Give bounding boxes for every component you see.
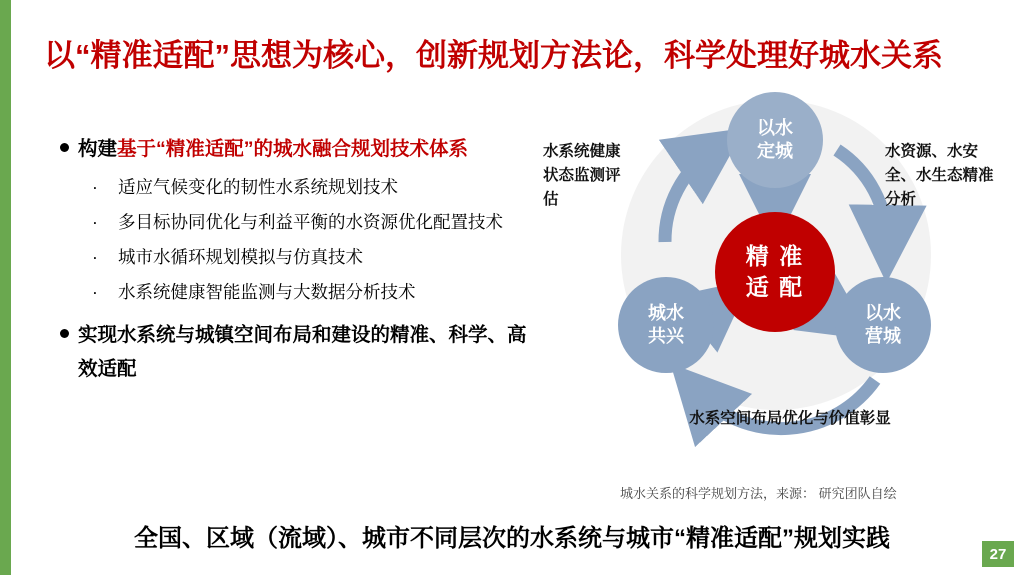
bottom-statement: 全国、区域（流域）、城市不同层次的水系统与城市“精准适配”规划实践 — [134, 525, 890, 552]
list-item-label: 适应气候变化的韧性水系统规划技术 — [118, 177, 398, 197]
diagram-node-left-line2: 共兴 — [648, 326, 684, 346]
bullet-level1-2-lead: 实现水系统与城镇空间布局和建设的精准、科学、高效适配 — [78, 324, 527, 380]
diagram-label-top-right: 水资源、水安全、水生态精准分析 — [885, 143, 994, 208]
cycle-diagram — [545, 92, 1015, 492]
list-item — [60, 172, 530, 203]
bullet-dot-icon — [60, 329, 69, 338]
diagram-node-left — [618, 277, 714, 373]
list-item-label: 水系统健康智能监测与大数据分析技术 — [118, 282, 416, 302]
bullet-dot-icon — [60, 143, 69, 152]
page-number-badge: 27 — [982, 541, 1014, 567]
diagram-node-left-line1: 城水 — [648, 303, 684, 323]
bullet-level1-1 — [60, 132, 530, 166]
diagram-node-right — [835, 277, 931, 373]
dash-icon: · — [92, 212, 98, 232]
diagram-node-top — [727, 92, 823, 188]
list-item-label: 多目标协同优化与利益平衡的水资源优化配置技术 — [118, 212, 503, 232]
diagram-label-top-left: 水系统健康状态监测评估 — [543, 143, 621, 208]
list-item — [60, 242, 530, 273]
diagram-label-bottom: 水系空间布局优化与价值彰显 — [689, 410, 891, 427]
left-accent-bar — [0, 0, 11, 575]
dash-icon: · — [92, 282, 98, 302]
diagram-node-top-line2: 定城 — [757, 141, 793, 161]
sub-list-1 — [60, 172, 530, 308]
bullet-level1-1-lead: 构建 — [78, 138, 118, 160]
page-title: 以“精准适配”思想为核心，创新规划方法论，科学处理好城水关系 — [44, 38, 943, 73]
list-item-label: 城市水循环规划模拟与仿真技术 — [118, 247, 363, 267]
diagram-center-line2: 适 配 — [745, 274, 805, 300]
list-item — [60, 207, 530, 238]
diagram-node-right-line2: 营城 — [865, 326, 901, 346]
bullet-level1-1-highlight: 基于“精准适配”的城水融合规划技术体系 — [117, 138, 469, 160]
diagram-center-line1: 精 准 — [745, 243, 805, 269]
diagram-node-right-line1: 以水 — [865, 303, 901, 323]
bullet-level1-2 — [60, 318, 530, 386]
left-accent-bar-inner — [11, 0, 15, 575]
content-column-left — [60, 132, 530, 392]
diagram-node-center — [715, 212, 835, 332]
figure-caption: 城水关系的科学规划方法，来源： 研究团队自绘 — [620, 486, 897, 501]
diagram-node-top-line1: 以水 — [757, 118, 793, 138]
dash-icon: · — [92, 247, 98, 267]
dash-icon: · — [92, 177, 98, 197]
list-item — [60, 277, 530, 308]
